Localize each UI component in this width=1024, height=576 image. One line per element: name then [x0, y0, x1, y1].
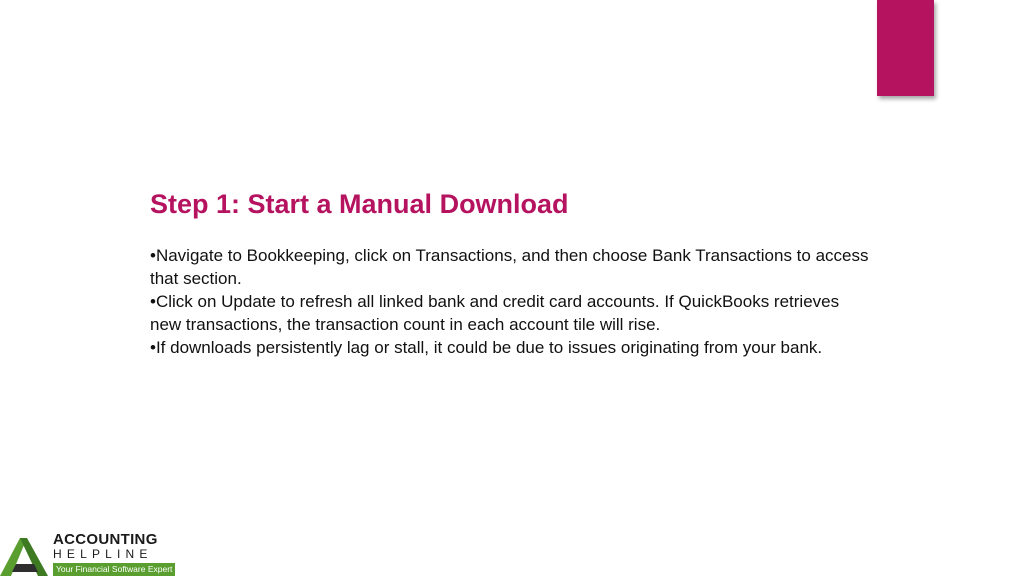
company-logo — [0, 532, 180, 576]
logo-tagline: Your Financial Software Expert — [53, 563, 175, 576]
bullet-item: •Click on Update to refresh all linked bank and credit card accounts. If QuickBooks retrieves new transactions, the transaction count in each account tile will rise. — [150, 292, 840, 334]
triangle-a-icon — [0, 536, 50, 576]
slide-heading: Step 1: Start a Manual Download — [150, 189, 569, 219]
bullet-list — [150, 244, 870, 359]
accent-tab — [877, 0, 934, 96]
bullet-item: •If downloads persistently lag or stall, it could be due to issues originating from your bank. — [150, 338, 823, 357]
logo-title: ACCOUNTING — [53, 531, 158, 548]
bullet-item: •Navigate to Bookkeeping, click on Transactions, and then choose Bank Transactions to access that section. — [150, 246, 869, 288]
logo-subtitle: HELPLINE — [53, 547, 153, 561]
